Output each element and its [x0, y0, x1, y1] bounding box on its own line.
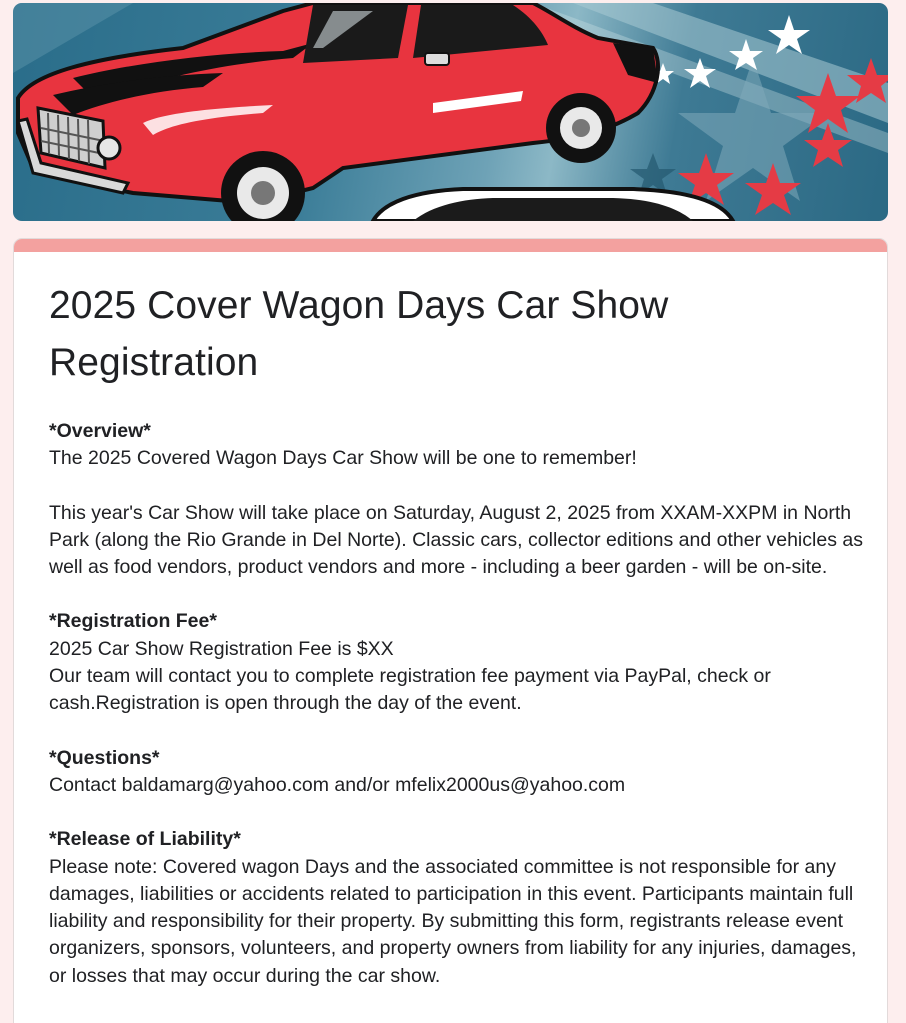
questions-heading: *Questions*	[49, 746, 160, 769]
overview-heading: *Overview*	[49, 420, 151, 442]
questions-contact: Contact baldamarg@yahoo.com and/or mfelix2000us@yahoo.com	[49, 773, 626, 796]
header-banner-image	[13, 3, 888, 221]
registration-fee-section	[49, 608, 864, 717]
theme-accent-bar	[14, 239, 887, 252]
form-header-card	[13, 238, 888, 1023]
liability-section	[49, 826, 864, 990]
registration-fee-heading: *Registration Fee*	[49, 610, 217, 633]
form-title: 2025 Cover Wagon Days Car Show Registration	[49, 284, 669, 384]
registration-fee-payment: Our team will contact you to complete registration fee payment via PayPal, check or cash.Registration is open through the day of the event.	[49, 665, 771, 715]
registration-fee-amount: 2025 Car Show Registration Fee is $XX	[49, 637, 394, 660]
form-description	[49, 277, 864, 990]
questions-section	[49, 745, 864, 800]
overview-details: This year's Car Show will take place on Saturday, August 2, 2025 from XXAM-XXPM in North Park (along the Rio Grande in Del Norte). Classic cars, collector editions and other vehicles as well as food vendors, product vendors and more - including a beer garden - will be on-site.	[49, 501, 863, 579]
overview-section	[49, 418, 864, 581]
liability-heading: *Release of Liability*	[49, 828, 241, 851]
overview-intro: The 2025 Covered Wagon Days Car Show will be one to remember!	[49, 447, 637, 470]
liability-text: Please note: Covered wagon Days and the associated committee is not responsible for any damages, liabilities or accidents related to participation in this event. Participants maintain full liability and responsibility for their property. By submitting this form, registrants release event organizers, sponsors, volunteers, and property owners from liability for any injuries, damages, or losses that may occur during the car show.	[49, 855, 857, 987]
classic-car-illustration	[13, 3, 888, 221]
